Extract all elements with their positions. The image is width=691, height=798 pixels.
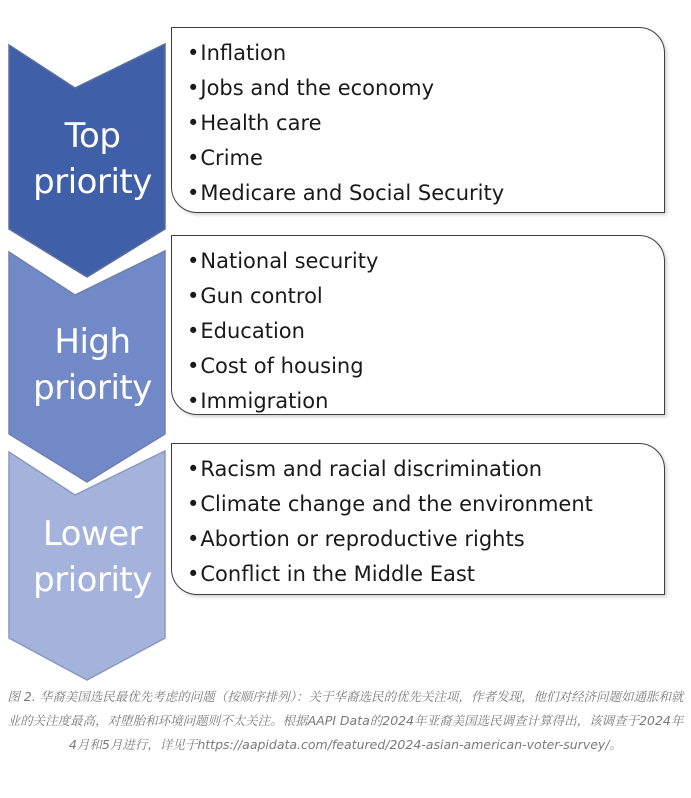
list-item [187,557,664,592]
bullet-icon: • [187,389,200,413]
list-item [187,244,664,279]
tier-label-line: priority [33,162,152,202]
bullet-icon: • [187,354,200,378]
issue-text: Jobs and the economy [200,76,435,100]
list-item [187,522,664,557]
bullet-icon: • [187,284,200,308]
issue-text: Climate change and the environment [200,492,593,516]
issue-text: Cost of housing [200,354,364,378]
list-item [187,106,664,141]
list-item [187,349,664,384]
top-priority-label [20,113,165,205]
bullet-icon: • [187,111,200,135]
issue-text: Conflict in the Middle East [200,562,476,586]
bullet-icon: • [187,492,200,516]
issue-text: National security [200,249,379,273]
top-priority-list [187,36,664,211]
bullet-icon: • [187,76,200,100]
issue-text: Racism and racial discrimination [200,457,543,481]
issue-text: Health care [200,111,322,135]
high-priority-label [20,319,165,411]
figure-caption: 图 2. 华裔美国选民最优先考虑的问题（按顺序排列）：关于华裔选民的优先关注项，作者发现，他们对经济问题如通胀和就业的关注度最高，对堕胎和环境问题则不太关注。根据AAPI Data的2024年亚裔美国选民调查计算得出，该调查于2024年4月和5月进行，详见于https://aapidata.com/featured/2024-asian-american-voter-survey/。 [7,689,684,752]
issue-text: Education [200,319,305,343]
tier-label-line: priority [33,368,152,408]
list-item [187,452,664,487]
bullet-icon: • [187,41,200,65]
list-item [187,141,664,176]
bullet-icon: • [187,457,200,481]
lower-priority-box [171,443,665,595]
top-priority-box [171,27,665,213]
issue-text: Crime [200,146,263,170]
list-item [187,71,664,106]
list-item [187,279,664,314]
bullet-icon: • [187,562,200,586]
bullet-icon: • [187,181,200,205]
tier-label-line: Lower [42,514,143,554]
bullet-icon: • [187,249,200,273]
issue-text: Abortion or reproductive rights [200,527,525,551]
high-priority-box [171,235,665,415]
issue-text: Medicare and Social Security [200,181,505,205]
bullet-icon: • [187,527,200,551]
list-item [187,176,664,211]
list-item [187,487,664,522]
lower-priority-label [20,511,165,603]
tier-label-line: High [54,322,131,362]
bullet-icon: • [187,146,200,170]
list-item [187,36,664,71]
bullet-icon: • [187,319,200,343]
lower-priority-list [187,452,664,592]
issue-text: Gun control [200,284,323,308]
tier-label-line: priority [33,560,152,600]
issue-text: Immigration [200,389,329,413]
issue-text: Inflation [200,41,287,65]
list-item [187,314,664,349]
tier-label-line: Top [64,116,121,156]
high-priority-list [187,244,664,419]
list-item [187,384,664,419]
